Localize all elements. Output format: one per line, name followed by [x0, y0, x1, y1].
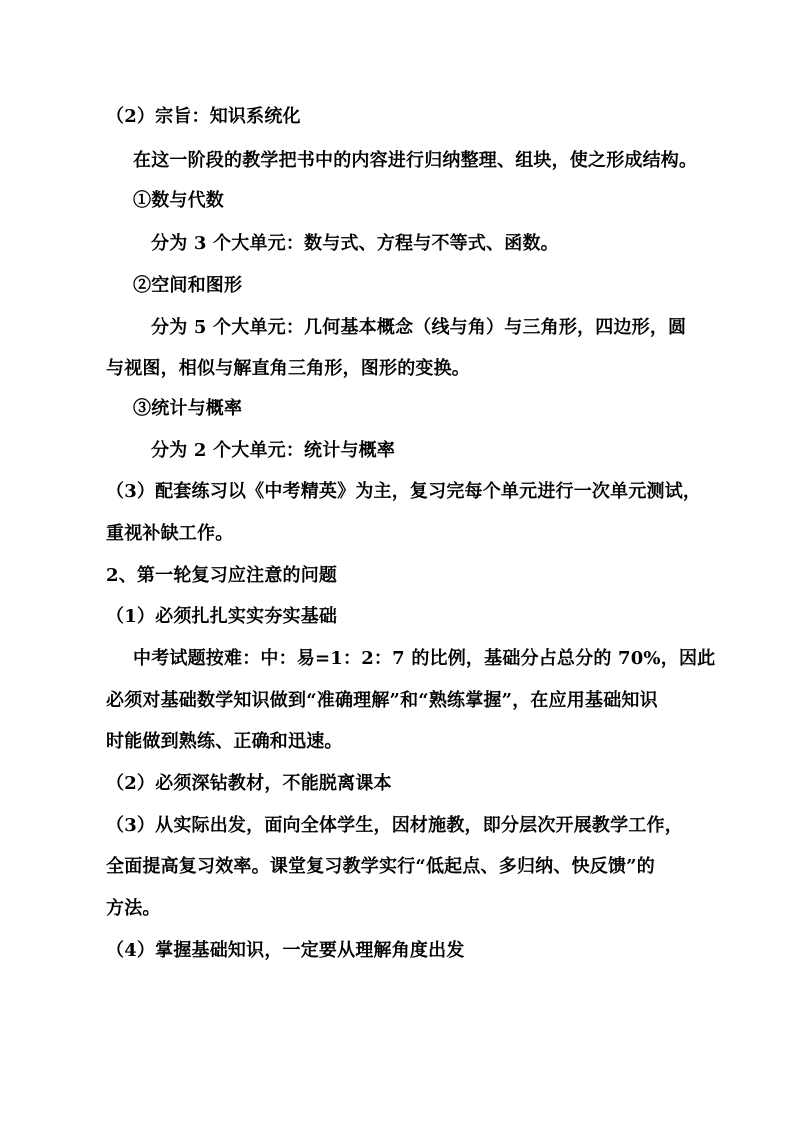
paragraph-line: 分为 5 个大单元：几何基本概念（线与角）与三角形，四边形，圆: [151, 317, 687, 338]
paragraph-line: （3）从实际出发，面向全体学生，因材施教，即分层次开展教学工作，: [106, 815, 683, 836]
paragraph-line: 中考试题按难：中：易=1：2：7 的比例，基础分占总分的 70%，因此: [133, 648, 716, 669]
section-heading-purpose: （2）宗旨：知识系统化: [106, 106, 301, 127]
paragraph-line: 全面提高复习效率。课堂复习教学实行“低起点、多归纳、快反馈”的: [106, 856, 655, 877]
paragraph-line: 重视补缺工作。: [106, 523, 234, 544]
section-heading-first-round: 2、第一轮复习应注意的问题: [106, 565, 338, 586]
paragraph-line: 时能做到熟练、正确和迅速。: [106, 731, 343, 752]
paragraph-line: （3）配套练习以《中考精英》为主，复习完每个单元进行一次单元测试，: [106, 481, 702, 502]
subheading-statistics-probability: ③统计与概率: [133, 398, 243, 419]
paragraph-line: 方法。: [106, 898, 161, 919]
subheading-study-textbook: （2）必须深钻教材，不能脱离课本: [106, 773, 392, 794]
subheading-number-algebra: ①数与代数: [133, 190, 224, 211]
subheading-solid-foundation: （1）必须扎扎实实夯实基础: [106, 606, 338, 627]
paragraph-line: 在这一阶段的教学把书中的内容进行归纳整理、组块，使之形成结构。: [133, 150, 698, 171]
paragraph-line: 分为 2 个大单元：统计与概率: [151, 440, 396, 461]
paragraph-line: 必须对基础数学知识做到“准确理解”和“熟练掌握”，在应用基础知识: [106, 690, 658, 711]
subheading-space-shape: ②空间和图形: [133, 275, 243, 296]
paragraph-line: 与视图，相似与解直角三角形，图形的变换。: [106, 358, 470, 379]
paragraph-line: 分为 3 个大单元：数与式、方程与不等式、函数。: [151, 233, 559, 254]
subheading-master-basics: （4）掌握基础知识，一定要从理解角度出发: [106, 940, 465, 961]
